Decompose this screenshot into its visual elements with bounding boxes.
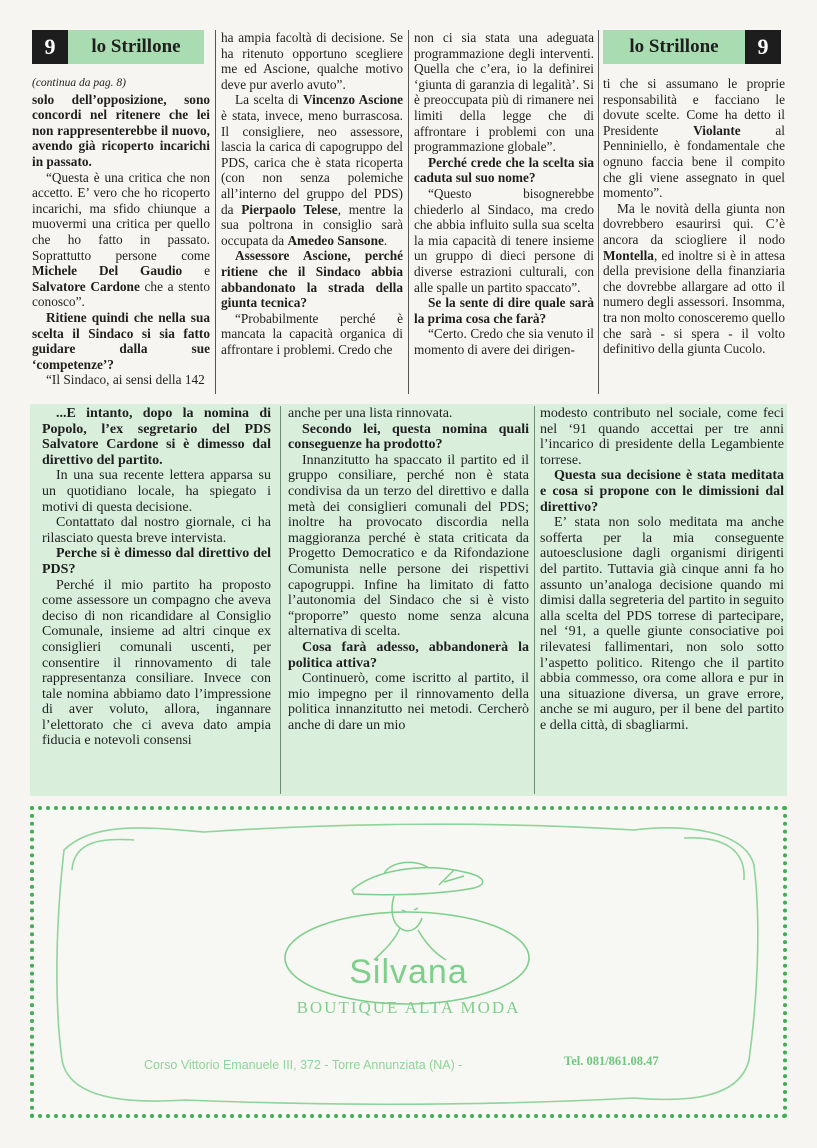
paragraph: non ci sia stata una adeguata programmazione degli interventi. Quella che c’era, io la definirei ‘giunta di garanzia di legalità’. Si è preoccupata più di rimanere nei limiti della legge che di affrontare i problemi con una programmazione globale”.: [414, 30, 594, 155]
paragraph: “Questa è una critica che non accetto. E’ vero che ho ricoperto incarichi, ma sfido chiunque a muovermi una critica per quello che ho fatto in passato. Soprattutto persone come Michele Del Gaudio e Salvatore Cardone che a stento conosco”.: [32, 169, 210, 310]
paragraph: Contattato dal nostro giornale, ci ha rilasciato questa breve intervista.: [42, 515, 271, 546]
paragraph: Perché il mio partito ha proposto come assessore un compagno che aveva deciso di non ricandidare al Consiglio Comunale, insieme ad altri cinque ex consiglieri comunali uscenti, per consentire il rinnovamento di tale rappresentanza consiliare. Invece con tale nomina abbiamo dato l’impressione di aver voluto, allora, ingannare l’elettorato che ci aveva dato ampia fiducia e notevoli consensi: [42, 577, 271, 749]
article-column-3: [414, 30, 594, 394]
store-address: Corso Vittorio Emanuele III, 372 - Torre Annunziata (NA) -: [144, 1058, 463, 1072]
paragraph: modesto contributo nel sociale, come feci nel ‘91 quando accettai per tre anni l’incarico di presidente della Legambiente torrese.: [540, 406, 784, 468]
page-header-left: [32, 30, 204, 64]
brand-name: Silvana: [349, 953, 468, 991]
box-column-2: [288, 406, 529, 794]
page-number: 9: [745, 30, 781, 64]
paragraph: E’ stata non solo meditata ma anche sofferta per la mia conseguente autoesclusione dagli organismi dirigenti del partito. Tuttavia già cinque anni fa ho assunto un’analoga decisione quando mi dimisi dalla segreteria del partito in seguito alla scelta del PDS torrese di partecipare, nel ‘91, a quelle giunte consociative poi rilevatesi fallimentari, non solo sotto l’aspetto politico. Ritengo che il partito abbia commesso, ora come allora e pur in una situazione diversa, un grave errore, anche se mi auguro, per il bene del partito e della città, di sbagliarmi.: [540, 515, 784, 733]
question: Cosa farà adesso, abbandonerà la politica attiva?: [288, 639, 529, 671]
paragraph: La scelta di Vincenzo Ascione è stata, invece, meno burrascosa. Il consigliere, neo assessore, lascia la carica di capogruppo del PDS, carica che è stata ricoperta (con non senza polemiche all’interno del gruppo del PDS) da Pierpaolo Telese, mentre la sua poltrona in consiglio sarà occupata da Amedeo Sansone.: [221, 92, 403, 248]
column-divider: [280, 406, 281, 794]
paragraph: solo dell’opposizione, sono concordi nel ritenere che lei non rappresenterebbe il nuovo, avendo già ricoperto incarichi in passato.: [32, 91, 210, 169]
question: Ritiene quindi che nella sua scelta il Sindaco si sia fatto guidare dalla sue ‘competenze’?: [32, 309, 210, 372]
newspaper-title: lo Strillone: [603, 30, 745, 64]
paragraph: “Probabilmente perché è mancata la capacità organica di affrontare i problemi. Credo che: [221, 310, 403, 357]
brand-tagline: BOUTIQUE ALTA MODA: [296, 998, 521, 1017]
paragraph: Continuerò, come iscritto al partito, il mio impegno per il rinnovamento della politica innanzitutto nei metodi. Cercherò anche di dare un mio: [288, 671, 529, 733]
paragraph: Innanzitutto ha spaccato il partito ed il gruppo consiliare, perché non è stata condivisa da un terzo del direttivo e dalla metà dei consiglieri comunali del PDS; inoltre ha provocato discordia nella maggioranza perché è stata criticata da Progetto Democratico e da Rifondazione Comunista nelle persone dei rispettivi capogruppi. Infine ha limitato di fatto l’autonomia del Sindaco che si è visto “proporre” questo nome senza alcuna alternativa di scelta.: [288, 452, 529, 640]
page-number: 9: [32, 30, 68, 64]
question: Secondo lei, questa nomina quali conseguenze ha prodotto?: [288, 421, 529, 453]
column-divider: [215, 30, 216, 394]
paragraph: ti che si assumano le proprie responsabilità e facciano le dovute scelte. Come ha detto il Presidente Violante al Penniniello, è fondamentale che ognuno faccia bene il compito che gli viene assegnato in quel momento”.: [603, 76, 785, 201]
article-column-1: [32, 76, 210, 394]
paragraph: ha ampia facoltà di decisione. Se ha ritenuto opportuno scegliere me ed Ascione, qualche motivo deve pur averlo avuto”.: [221, 30, 403, 92]
lady-with-hat-icon: [352, 862, 483, 960]
column-divider: [534, 406, 535, 794]
question: Perché crede che la scelta sia caduta sul suo nome?: [414, 154, 594, 186]
question: Perche si è dimesso dal direttivo del PDS?: [42, 546, 271, 577]
box-column-1: [42, 406, 271, 794]
article-column-4: [603, 76, 785, 394]
column-divider: [598, 30, 599, 394]
newspaper-title: lo Strillone: [68, 30, 204, 64]
paragraph: “Il Sindaco, ai sensi della 142: [46, 372, 205, 388]
advertisement: [30, 806, 787, 1118]
paragraph: In una sua recente lettera apparsa su un quotidiano locale, ha spiegato i motivi di questa decisione.: [42, 468, 271, 515]
paragraph: anche per una lista rinnovata.: [288, 406, 453, 421]
column-divider: [408, 30, 409, 394]
paragraph: Ma le novità della giunta non dovrebbero esaurirsi qui. C’è ancora da sciogliere il nodo Montella, ed inoltre si è in attesa della previsione della finanziaria che dovrebbe allargare ad otto il numero degli assessori. Insomma, tra non molto conosceremo quello che sarà - si spera - il volto definitivo della giunta Cucolo.: [603, 200, 785, 357]
paragraph: “Questo bisognerebbe chiederlo al Sindaco, ma credo che abbia influito sulla sua scelta la mia capacità di tenere insieme un gruppo di dieci persone di diverse estrazioni culturali, con alle spalle un partito spaccato”.: [414, 185, 594, 295]
box-column-3: [540, 406, 784, 794]
article-column-2: [221, 30, 403, 394]
store-phone: Tel. 081/861.08.47: [564, 1054, 659, 1068]
continued-note: (continua da pag. 8): [32, 77, 126, 89]
question: Assessore Ascione, perché ritiene che il Sindaco abbia abbandonato la strada della giunta tecnica?: [221, 248, 403, 311]
paragraph: “Certo. Credo che sia venuto il momento di avere dei dirigen-: [414, 326, 594, 357]
lead-paragraph: ...E intanto, dopo la nomina di Popolo, l’ex segretario del PDS Salvatore Cardone si è dimesso dal direttivo del partito.: [42, 406, 271, 468]
page-header-right: [603, 30, 781, 64]
question: Se la sente di dire quale sarà la prima cosa che farà?: [414, 295, 594, 326]
question: Questa sua decisione è stata meditata e cosa si propone con le dimissioni dal direttivo?: [540, 468, 784, 515]
